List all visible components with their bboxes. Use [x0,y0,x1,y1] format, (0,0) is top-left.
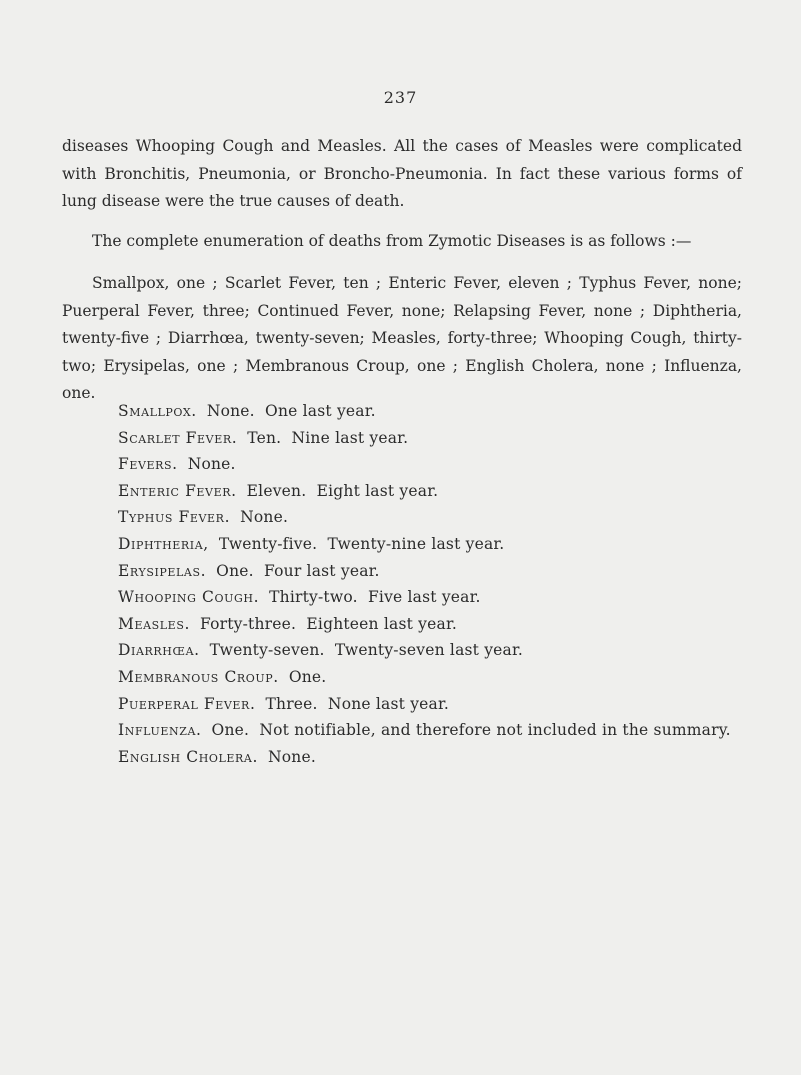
disease-name: Fevers. [118,455,178,474]
disease-entry-english-cholera [118,744,758,771]
disease-entry-measles [118,611,758,638]
disease-detail: None. [187,455,236,474]
disease-name: Smallpox. [118,402,197,420]
disease-detail: None. One last year. [206,402,376,420]
disease-name: Enteric Fever. [118,481,237,500]
disease-name: Diarrhœa. [118,641,200,660]
disease-detail: One. Not notifiable, and therefore not included in the summary. [211,721,731,740]
disease-detail: One. [288,667,327,686]
disease-entry-enteric-fever [118,478,758,505]
page-number: 237 [383,88,418,107]
disease-entry-typhus-fever [118,504,758,531]
disease-name: Puerperal Fever. [118,694,256,713]
disease-detail: None. [268,747,316,766]
disease-detail: Ten. Nine last year. [247,428,409,447]
disease-name: Diphtheria, [118,534,209,553]
paragraph-enumeration-intro: The complete enumeration of deaths from Zymotic Diseases is as follows :— [92,232,692,250]
disease-name: Scarlet Fever. [118,428,238,447]
disease-name: Membranous Croup. [118,667,279,686]
disease-detail: Eleven. Eight last year. [246,481,439,500]
disease-detail: Forty-three. Eighteen last year. [199,614,457,633]
disease-name: Erysipelas. [118,561,207,580]
disease-detail: Thirty-two. Five last year. [269,588,481,607]
disease-entry-smallpox [118,398,758,425]
disease-entry-whooping-cough [118,584,758,611]
disease-entries-list [118,398,758,770]
disease-entry-diarrhoea [118,637,758,664]
paragraph-deaths-causes: diseases Whooping Cough and Measles. All the cases of Measles were complicated with Bronchitis, Pneumonia, or Broncho-Pneumonia. In fact these various forms of lung disease were the true causes of death. [62,137,742,210]
paragraph-enumeration-list: Smallpox, one ; Scarlet Fever, ten ; Enteric Fever, eleven ; Typhus Fever, none; Puerperal Fever, three; Continued Fever, none; Relapsing Fever, none ; Diphtheria, twenty-five ; Diarrhœa, twenty-seven; Measles, forty-three; Whooping Cough, thirty-two; Erysipelas, one ; Membranous Croup, one ; English Cholera, none ; Influenza, one. [62,274,742,402]
disease-name: Influenza. [118,721,202,740]
disease-entry-influenza [118,717,758,744]
disease-name: English Cholera. [118,747,258,766]
disease-detail: One. Four last year. [216,561,380,580]
disease-detail: None. [240,508,289,527]
disease-entry-membranous-croup [118,664,758,691]
disease-name: Measles. [118,614,190,633]
disease-entry-puerperal-fever [118,691,758,718]
disease-name: Typhus Fever. [118,508,231,527]
disease-detail: Twenty-five. Twenty-nine last year. [218,534,505,553]
disease-entry-fevers [118,451,758,478]
disease-name: Whooping Cough. [118,588,260,607]
disease-entry-scarlet-fever [118,425,758,452]
disease-entry-erysipelas [118,558,758,585]
disease-detail: Three. None last year. [265,694,450,713]
disease-detail: Twenty-seven. Twenty-seven last year. [209,641,524,660]
disease-entry-diphtheria [118,531,758,558]
